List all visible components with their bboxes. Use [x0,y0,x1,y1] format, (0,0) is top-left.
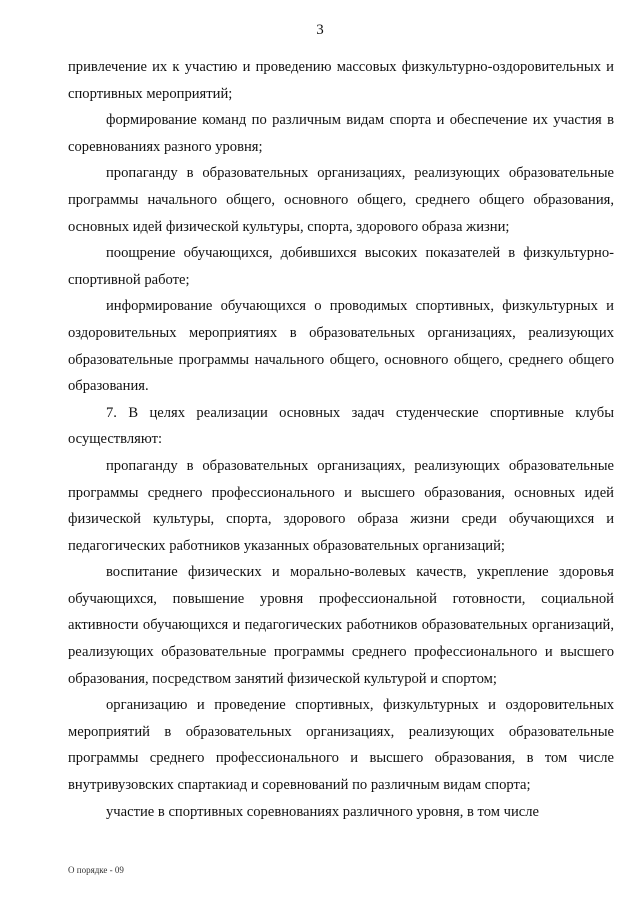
document-body [68,54,614,825]
paragraph: формирование команд по различным видам спорта и обеспечение их участия в соревнованиях разного уровня; [68,112,614,155]
footer-note: О порядке - 09 [68,865,124,875]
paragraph: поощрение обучающихся, добившихся высоких показателей в физкультурно-спортивной работе; [68,245,614,288]
paragraph-continuation: привлечение их к участию и проведению массовых физкультурно-оздоровительных и спортивных мероприятий; [68,59,614,102]
paragraph: пропаганду в образовательных организациях, реализующих образовательные программы начального общего, основного общего, среднего общего образования, основных идей физической культуры, спорта, здорового образа жизни; [68,165,614,235]
paragraph: организацию и проведение спортивных, физкультурных и оздоровительных мероприятий в образовательных организациях, реализующих образовательные программы среднего профессионального и высшего образования, в том числе внутривузовских спартакиад и соревнований по различным видам спорта; [68,697,614,794]
page-number: 3 [316,22,324,38]
paragraph: пропаганду в образовательных организациях, реализующих образовательные программы среднего профессионального и высшего образования, основных идей физической культуры, спорта, здорового образа жизни среди обучающихся и педагогических работников указанных образовательных организаций; [68,457,614,554]
paragraph: участие в спортивных соревнованиях различного уровня, в том числе [106,803,540,820]
paragraph: информирование обучающихся о проводимых спортивных, физкультурных и оздоровительных мероприятиях в образовательных организациях, реализующих образовательные программы начального общего, основного общего, среднего общего образования. [68,298,614,395]
numbered-paragraph-7: 7. В целях реализации основных задач студенческие спортивные клубы осуществляют: [68,404,614,448]
paragraph: воспитание физических и морально-волевых качеств, укрепление здоровья обучающихся, повышение уровня профессиональной готовности, социальной активности обучающихся и педагогических работников образовательных организаций, реализующих образовательные программы среднего профессионального и высшего образования, посредством занятий физической культурой и спортом; [68,564,614,687]
